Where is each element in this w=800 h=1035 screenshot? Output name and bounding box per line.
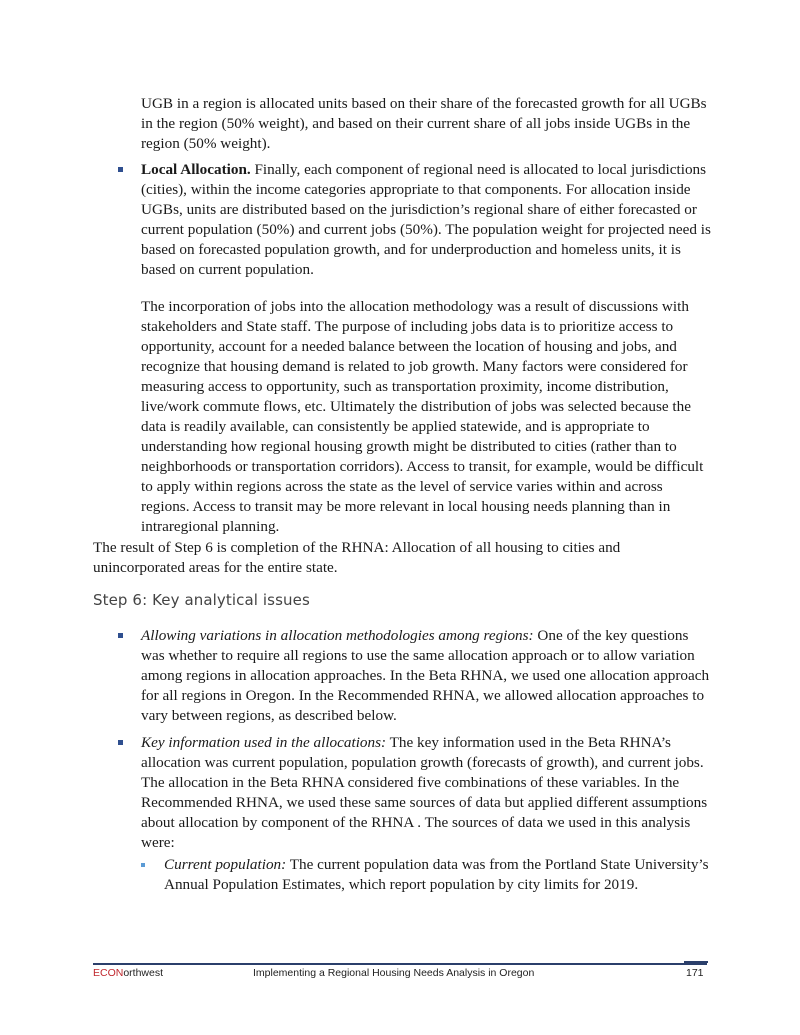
square-bullet-icon — [118, 740, 123, 745]
page-number: 171 — [686, 967, 704, 979]
bullet-label: Allowing variations in allocation methodologies among regions: — [141, 627, 534, 644]
square-bullet-icon — [118, 167, 123, 172]
footer-title: Implementing a Regional Housing Needs Analysis in Oregon — [253, 967, 535, 979]
bullet-text: Finally, each component of regional need is allocated to local jurisdictions (cities), within the income categories appropriate to that components. For allocation inside UGBs, units are distributed based on the jurisdiction’s regional share of either forecasted or current population (50%) and current jobs (50%). The population weight for projected need is based on forecasted population growth, and for underproduction and homeless units, it is based on current population. — [141, 161, 711, 278]
footer-rule-accent — [684, 961, 708, 963]
square-bullet-icon — [118, 633, 123, 638]
sub-bullet-label: Current population: — [164, 856, 287, 873]
footer-rule — [93, 963, 707, 965]
result-paragraph: The result of Step 6 is completion of the RHNA: Allocation of all housing to cities and unincorporated areas for the entire state. — [93, 539, 621, 576]
bullet-label: Key information used in the allocations: — [141, 734, 387, 751]
jobs-paragraph: The incorporation of jobs into the allocation methodology was a result of discussions with stakeholders and State staff. The purpose of including jobs data is to prioritize access to opportunity, account for a needed balance between the location of housing and jobs, and recognize that housing demand is related to job growth. Many factors were considered for measuring access to opportunity, such as transportation proximity, income distribution, live/work commute flows, etc. Ultimately the distribution of jobs was selected because the data is readily available, can consistently be applied statewide, and is appropriate to understanding how regional housing growth might be distributed to cities (rather than to neighborhoods or transportation corridors). Access to transit, for example, would be difficult to apply within regions across the state as the level of service varies within and across regions. Access to transit may be more relevant in local housing needs planning than in intraregional planning. — [141, 298, 704, 535]
bullet-label: Local Allocation. — [141, 161, 251, 178]
brand-econ: ECON — [93, 967, 124, 979]
sub-bullet-text: The current population data was from the Portland State University’s Annual Population Estimates, which report population by city limits for 2019. — [164, 856, 709, 893]
bullet-text: One of the key questions was whether to require all regions to use the same allocation approach or to allow variation among regions in allocation approaches. In the Beta RHNA, we used one allocation approach for all regions in Oregon. In the Recommended RHNA, we allowed allocation approaches to vary between regions, as described below. — [141, 627, 710, 724]
bullet-text: The key information used in the Beta RHNA’s allocation was current population, population growth (forecasts of growth), and current jobs. The allocation in the Beta RHNA considered five combinations of these variables. In the Recommended RHNA, we used these same sources of data but applied different assumptions about allocation by component of the RHNA . The sources of data we used in this analysis were: — [141, 734, 708, 851]
section-heading: Step 6: Key analytical issues — [93, 591, 310, 609]
brand-northwest: orthwest — [123, 967, 164, 979]
small-square-bullet-icon — [141, 863, 145, 867]
continuation-paragraph: UGB in a region is allocated units based on their share of the forecasted growth for all UGBs in the region (50% weight), and based on their current share of all jobs inside UGBs in the region (50% weight). — [141, 95, 707, 152]
footer-brand — [93, 967, 163, 979]
